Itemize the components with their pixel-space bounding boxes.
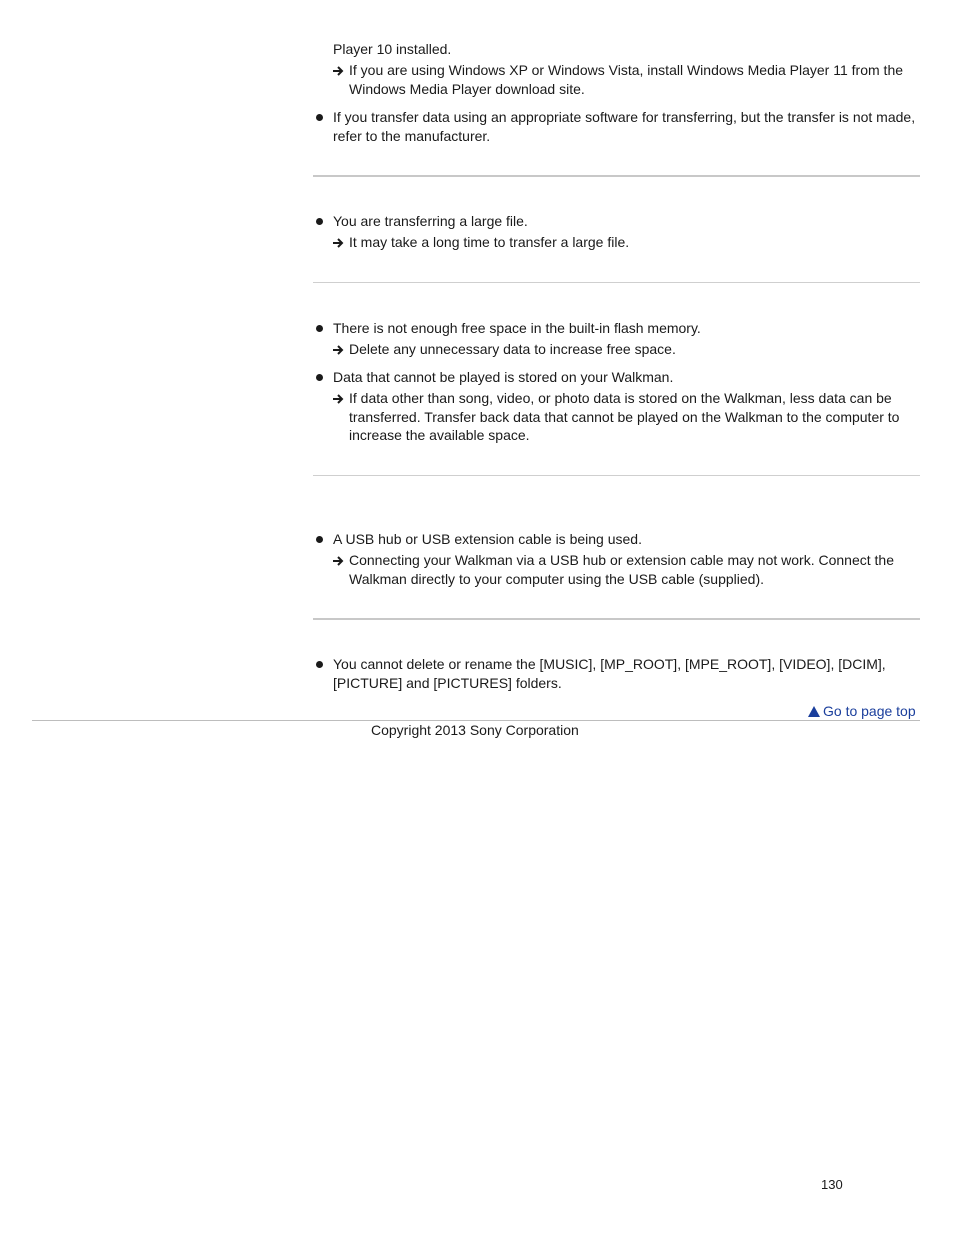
right-arrow-icon <box>332 237 344 249</box>
remedy-text: If you are using Windows XP or Windows Vista, install Windows Media Player 11 from the <box>349 62 904 78</box>
cause-text: If you transfer data using an appropriate software for transferring, but the transfer is not made, <box>333 109 916 125</box>
bullet-icon <box>316 374 323 381</box>
remedy-text: Windows Media Player download site. <box>349 81 585 97</box>
page-number: 130 <box>821 1177 843 1192</box>
cause-text: You are transferring a large file. <box>333 213 528 229</box>
right-arrow-icon <box>332 65 344 77</box>
copyright-text: Copyright 2013 Sony Corporation <box>371 722 579 738</box>
cause-text: [PICTURE] and [PICTURES] folders. <box>333 675 562 691</box>
section-divider <box>313 475 920 476</box>
bullet-icon <box>316 218 323 225</box>
section-divider <box>313 618 920 620</box>
cause-text: A USB hub or USB extension cable is being used. <box>333 531 642 547</box>
cause-text: refer to the manufacturer. <box>333 128 491 144</box>
remedy-text: Delete any unnecessary data to increase free space. <box>349 341 676 357</box>
cause-text: You cannot delete or rename the [MUSIC], [MP_ROOT], [MPE_ROOT], [VIDEO], [DCIM], <box>333 656 886 672</box>
right-arrow-icon <box>332 344 344 356</box>
go-to-page-top-link[interactable] <box>808 702 916 721</box>
bullet-icon <box>316 325 323 332</box>
bullet-icon <box>316 661 323 668</box>
continuation-text: Player 10 installed. <box>333 41 452 57</box>
bullet-icon <box>316 114 323 121</box>
remedy-text: transferred. Transfer back data that cannot be played on the Walkman to the computer to <box>349 409 900 425</box>
remedy-text: If data other than song, video, or photo data is stored on the Walkman, less data can be <box>349 390 892 406</box>
bullet-icon <box>316 536 323 543</box>
go-to-page-top-label: Go to page top <box>823 703 916 719</box>
right-arrow-icon <box>332 393 344 405</box>
remedy-text: It may take a long time to transfer a large file. <box>349 234 630 250</box>
up-triangle-icon <box>808 706 820 717</box>
remedy-text: Walkman directly to your computer using the USB cable (supplied). <box>349 571 764 587</box>
cause-text: There is not enough free space in the built-in flash memory. <box>333 320 701 336</box>
section-divider <box>313 282 920 283</box>
cause-text: Data that cannot be played is stored on your Walkman. <box>333 369 674 385</box>
remedy-text: Connecting your Walkman via a USB hub or extension cable may not work. Connect the <box>349 552 894 568</box>
section-divider <box>313 175 920 177</box>
remedy-text: increase the available space. <box>349 427 530 443</box>
right-arrow-icon <box>332 555 344 567</box>
